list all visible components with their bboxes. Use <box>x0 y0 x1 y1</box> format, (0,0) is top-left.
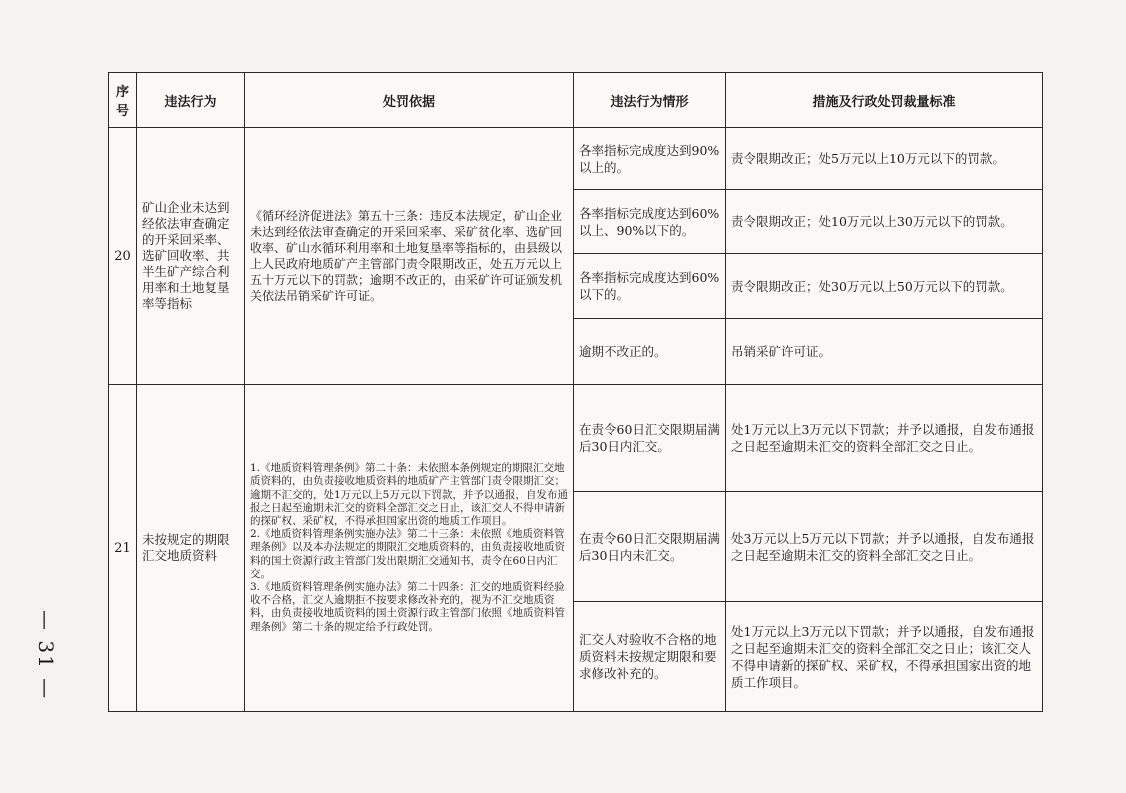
violation-situation: 汇交人对验收不合格的地质资料未按规定期限和要求修改补充的。 <box>574 602 726 712</box>
penalty-standard: 责令限期改正；处30万元以上50万元以下的罚款。 <box>726 254 1043 319</box>
header-situation: 违法行为情形 <box>574 73 726 128</box>
header-act: 违法行为 <box>137 73 245 128</box>
row-number: 21 <box>109 385 137 712</box>
penalty-standard: 处3万元以上5万元以下罚款；并予以通报，自发布通报之日起至逾期未汇交的资料全部汇交之日止。 <box>726 492 1043 602</box>
basis-paragraph: 1.《地质资料管理条例》第二十条：未依照本条例规定的期限汇交地质资料的，由负责接收地质资料的地质矿产主管部门责令限期汇交；逾期不汇交的，处1万元以上5万元以下罚款，并予以通报，自发布通报之日起至逾期未汇交的资料全部汇交之日止，该汇交人不得申请新的探矿权、采矿权，不得承担国家出资的地质工作项目。 <box>250 462 568 527</box>
basis-paragraph: 2.《地质资料管理条例实施办法》第二十三条：未依照《地质资料管理条例》以及本办法规定的期限汇交地质资料的，由负责接收地质资料的国土资源行政主管部门发出限期汇交通知书，责令在60日内汇交。 <box>250 528 565 580</box>
table-row <box>109 385 1043 492</box>
penalty-standard: 处1万元以上3万元以下罚款；并予以通报，自发布通报之日起至逾期未汇交的资料全部汇交之日止。 <box>726 385 1043 492</box>
violation-situation: 各率指标完成度达到60%以下的。 <box>574 254 726 319</box>
penalty-basis <box>245 385 574 712</box>
penalty-table <box>108 72 1043 712</box>
violation-act: 矿山企业未达到经依法审查确定的开采回采率、选矿回收率、共半生矿产综合利用率和土地复垦率等指标 <box>137 128 245 385</box>
header-num: 序号 <box>109 73 137 128</box>
violation-situation: 在责令60日汇交限期届满后30日内汇交。 <box>574 385 726 492</box>
penalty-standard: 吊销采矿许可证。 <box>726 319 1043 385</box>
violation-situation: 各率指标完成度达到90%以上的。 <box>574 128 726 190</box>
penalty-standard: 处1万元以上3万元以下罚款；并予以通报，自发布通报之日起至逾期未汇交的资料全部汇交之日止；该汇交人不得申请新的探矿权、采矿权，不得承担国家出资的地质工作项目。 <box>726 602 1043 712</box>
page-number: — 31 — <box>34 610 58 701</box>
table-header-row <box>109 73 1043 128</box>
penalty-standard: 责令限期改正；处10万元以上30万元以下的罚款。 <box>726 190 1043 254</box>
penalty-basis: 《循环经济促进法》第五十三条：违反本法规定，矿山企业未达到经依法审查确定的开采回采率、采矿贫化率、选矿回收率、矿山水循环利用率和土地复垦率等指标的，由县级以上人民政府地质矿产主管部门责令限期改正，处五万元以上五十万元以下的罚款；逾期不改正的，由采矿许可证颁发机关依法吊销采矿许可证。 <box>245 128 574 385</box>
basis-paragraph: 3.《地质资料管理条例实施办法》第二十四条：汇交的地质资料经验收不合格，汇交人逾期拒不按要求修改补充的，视为不汇交地质资料，由负责接收地质资料的国土资源行政主管部门依照《地质资料管理条例》第二十条的规定给予行政处罚。 <box>250 581 565 633</box>
penalty-standard: 责令限期改正；处5万元以上10万元以下的罚款。 <box>726 128 1043 190</box>
table-row <box>109 128 1043 190</box>
violation-situation: 各率指标完成度达到60%以上、90%以下的。 <box>574 190 726 254</box>
violation-situation: 在责令60日汇交限期届满后30日内未汇交。 <box>574 492 726 602</box>
violation-act: 未按规定的期限汇交地质资料 <box>137 385 245 712</box>
header-basis: 处罚依据 <box>245 73 574 128</box>
header-penalty: 措施及行政处罚裁量标准 <box>726 73 1043 128</box>
row-number: 20 <box>109 128 137 385</box>
violation-situation: 逾期不改正的。 <box>574 319 726 385</box>
